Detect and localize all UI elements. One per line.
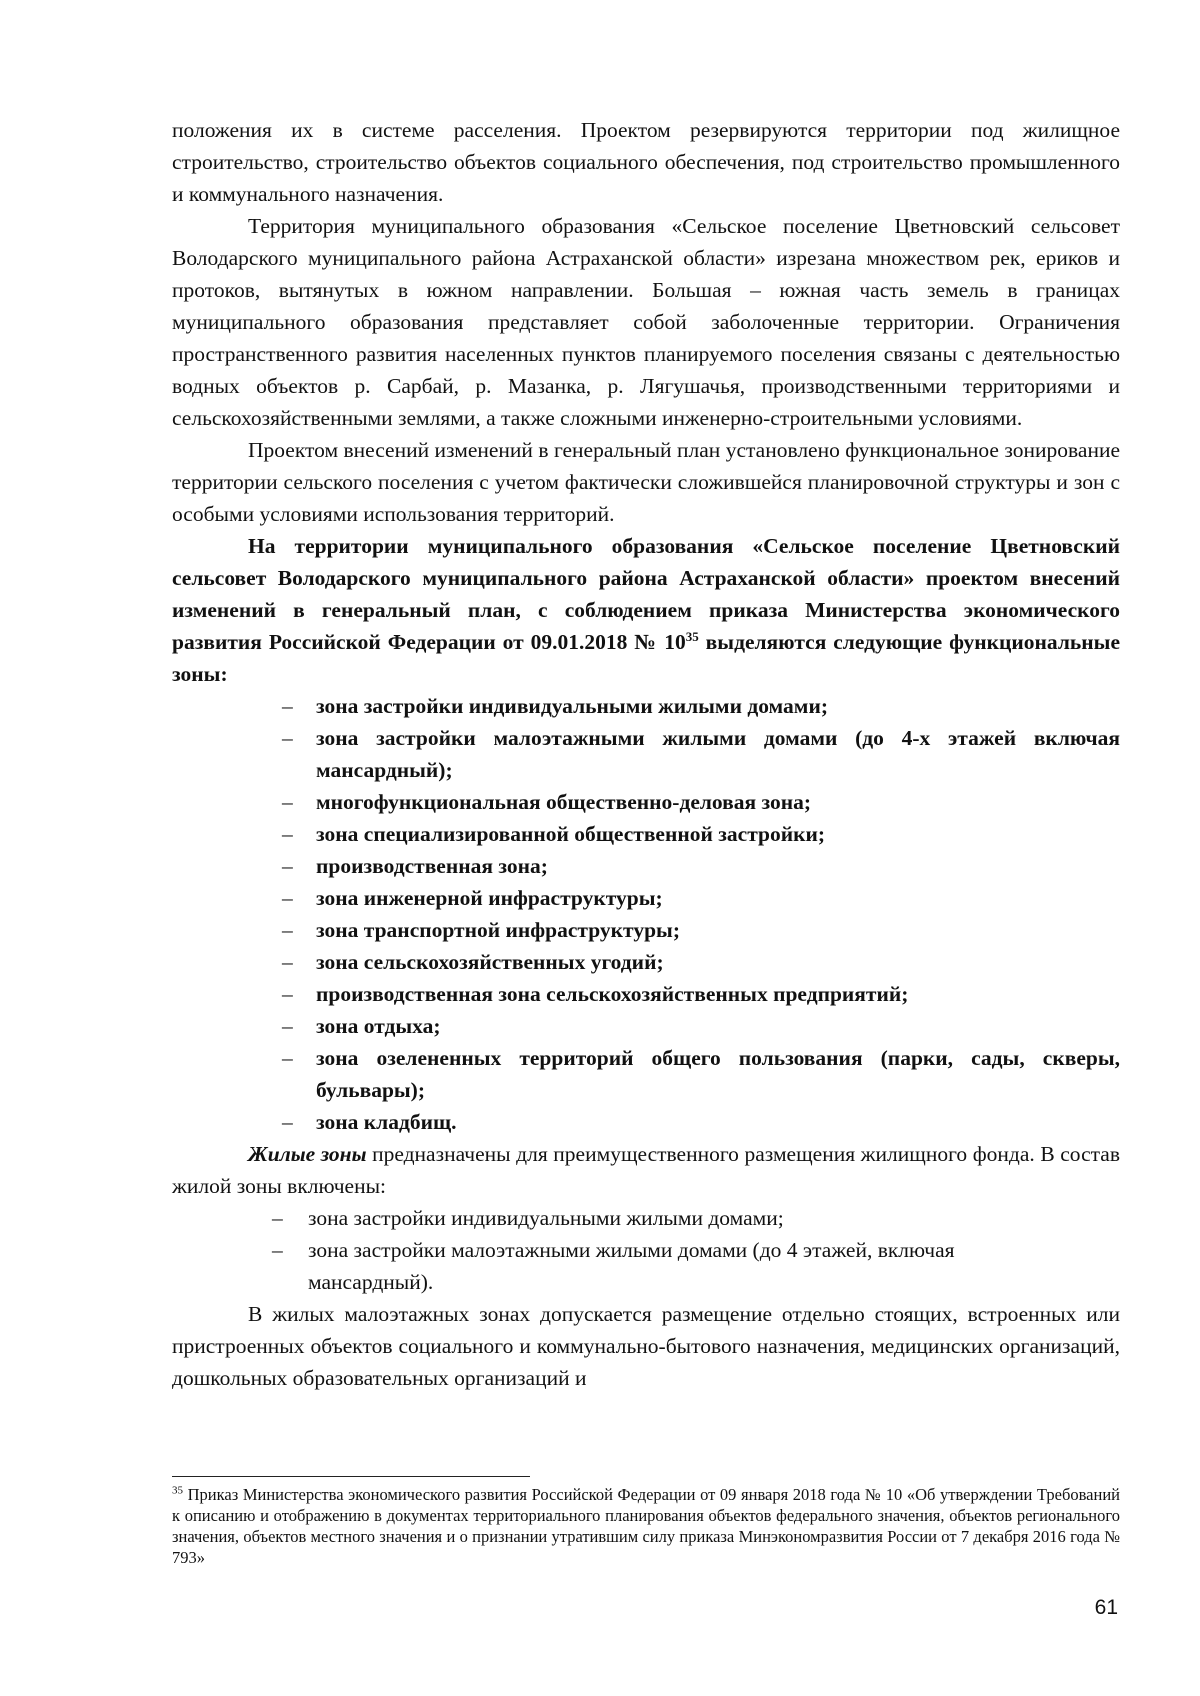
list-dash: – (282, 918, 293, 942)
list-dash: – (282, 854, 293, 878)
list-dash: – (282, 1014, 293, 1038)
footnote-number: 35 (172, 1484, 183, 1497)
list-item (172, 1042, 1120, 1106)
paragraph-territory-description: Территория муниципального образования «Сельское поселение Цветновский сельсовет Володарского муниципального района Астраханской области» изрезана множеством рек, ериков и протоков, вытянутых в южном направлении. Большая – южная часть земель в границах муниципального образования представляет собой заболоченные территории. Ограничения пространственного развития населенных пунктов планируемого поселения связаны с деятельностью водных объектов р. Сарбай, р. Мазанка, р. Лягушачья, производственными территориями и сельскохозяйственными землями, а также сложными инженерно-строительными условиями. (172, 214, 1120, 430)
functional-zones-list (172, 690, 1120, 1138)
residential-zone-label: зона застройки малоэтажными жилыми домами (до 4 этажей, включая мансардный). (308, 1238, 955, 1294)
page-body (172, 114, 1120, 1394)
list-dash: – (282, 822, 293, 846)
list-dash: – (282, 982, 293, 1006)
footnote-text: Приказ Министерства экономического развития Российской Федерации от 09 января 2018 года № 10 «Об утверждении Требований к описанию и отображению в документах территориального планирования объектов федерального значения, объектов регионального значения, объектов местного значения и о признании утратившим силу приказа Минэкономразвития России от 7 декабря 2016 года № 793» (172, 1485, 1120, 1567)
zone-label: зона инженерной инфраструктуры; (316, 886, 663, 910)
zone-label: зона транспортной инфраструктуры; (316, 918, 680, 942)
list-item (172, 914, 1120, 946)
footnote (172, 1484, 1120, 1568)
list-item (172, 1010, 1120, 1042)
zone-label: зона кладбищ. (316, 1110, 457, 1134)
residential-zones-list (172, 1202, 1120, 1298)
zone-label: зона отдыха; (316, 1014, 441, 1038)
list-dash: – (272, 1238, 283, 1262)
footnote-reference[interactable]: 35 (685, 628, 699, 644)
zone-label: зона сельскохозяйственных угодий; (316, 950, 664, 974)
list-dash: – (282, 790, 293, 814)
zone-label: многофункциональная общественно-деловая зона; (316, 790, 812, 814)
list-item (172, 882, 1120, 914)
paragraph-settlement-system: положения их в системе расселения. Проектом резервируются территории под жилищное строительство, строительство объектов социального обеспечения, под строительство промышленного и коммунального назначения. (172, 118, 1120, 206)
list-dash: – (282, 694, 293, 718)
list-item (172, 978, 1120, 1010)
list-item (172, 722, 1120, 786)
zone-label: зона озелененных территорий общего пользования (парки, сады, скверы, бульвары); (316, 1046, 1120, 1102)
list-item (172, 850, 1120, 882)
list-dash: – (272, 1206, 283, 1230)
paragraph-functional-zoning: Проектом внесений изменений в генеральный план установлено функциональное зонирование территории сельского поселения с учетом фактически сложившейся планировочной структуры и зон с особыми условиями использования территорий. (172, 438, 1120, 526)
zone-label: производственная зона; (316, 854, 548, 878)
paragraph-zones-intro (172, 530, 1120, 690)
footnote-separator (172, 1476, 530, 1477)
list-dash: – (282, 950, 293, 974)
list-dash: – (282, 1046, 293, 1070)
zone-label: зона застройки малоэтажными жилыми домами (до 4-х этажей включая мансардный); (316, 726, 1120, 782)
list-item (172, 818, 1120, 850)
page-number: 61 (1094, 1596, 1118, 1619)
list-item (172, 946, 1120, 978)
list-item (172, 690, 1120, 722)
residential-zones-text: предназначены для преимущественного размещения жилищного фонда. В состав жилой зоны включены: (172, 1142, 1120, 1198)
zone-label: зона застройки индивидуальными жилыми домами; (316, 694, 829, 718)
list-item (172, 1106, 1120, 1138)
zones-intro-text: На территории муниципального образования «Сельское поселение Цветновский сельсовет Володарского муниципального района Астраханской области» проектом внесений изменений в генеральный план, с соблюдением приказа Министерства экономического развития Российской Федерации от 09.01.2018 № 10 (172, 534, 1120, 654)
zone-label: производственная зона сельскохозяйственных предприятий; (316, 982, 909, 1006)
residential-zone-label: зона застройки индивидуальными жилыми домами; (308, 1206, 784, 1230)
list-item (172, 786, 1120, 818)
list-item (172, 1202, 1120, 1234)
list-item (172, 1234, 1120, 1298)
zone-label: зона специализированной общественной застройки; (316, 822, 826, 846)
paragraph-residential-zones (172, 1138, 1120, 1202)
list-dash: – (282, 886, 293, 910)
residential-zones-term: Жилые зоны (248, 1142, 367, 1166)
list-dash: – (282, 726, 293, 750)
zones-intro-tail: выделяются следующие функциональные зоны: (172, 630, 1120, 686)
paragraph-low-rise-zones: В жилых малоэтажных зонах допускается размещение отдельно стоящих, встроенных или пристроенных объектов социального и коммунально-бытового назначения, медицинских организаций, дошкольных образовательных организаций и (172, 1302, 1120, 1390)
list-dash: – (282, 1110, 293, 1134)
